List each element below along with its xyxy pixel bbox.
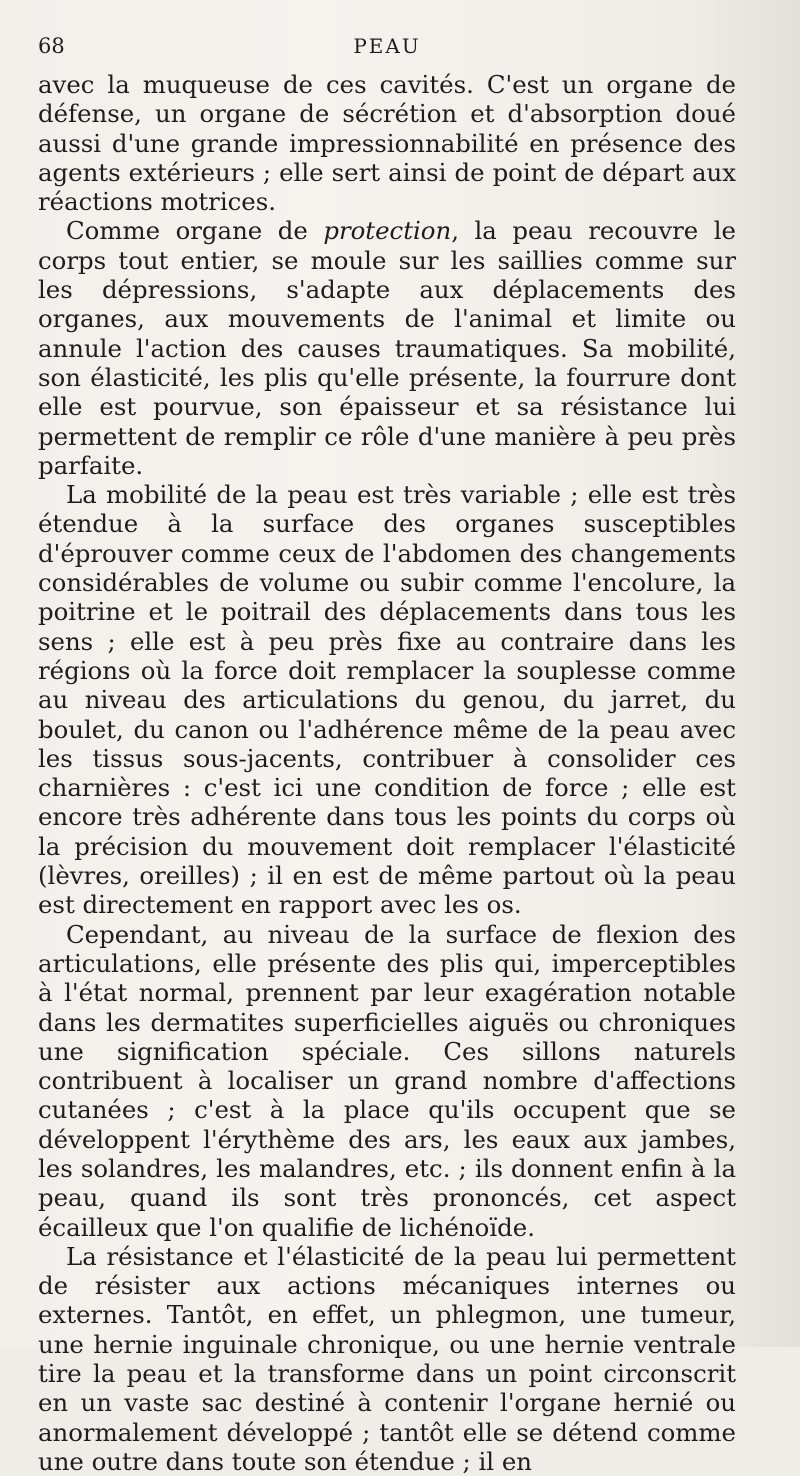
paragraph-folds: Cependant, au niveau de la surface de flexion des articulations, elle présente des plis qui, imperceptibles à l'état normal, prennent par leur exagération notable dans les dermatites superficielles aiguës ou chroniques une signification spéciale. Ces sillons naturels contribuent à localiser un grand nombre d'affections cutanées ; c'est à la place qu'ils occupent que se développent l'érythème des ars, les eaux aux jambes, les solandres, les malandres, etc. ; ils donnent enfin à la peau, quand ils sont très prononcés, cet aspect écailleux que l'on qualifie de lichénoïde.: [38, 919, 736, 1242]
page-number: 68: [38, 34, 65, 58]
body-text: [38, 70, 736, 1476]
paragraph-continuation: avec la muqueuse de ces cavités. C'est un organe de défense, un organe de sécrétion et d'absorption doué aussi d'une grande impressionnabilité en présence des agents extérieurs ; elle sert ainsi de point de départ aux réactions motrices.: [38, 70, 736, 217]
paragraph-resistance: La résistance et l'élasticité de la peau lui permettent de résister aux actions mécaniques internes ou externes. Tantôt, en effet, un phlegmon, une tumeur, une hernie inguinale chronique, ou une hernie ventrale tire la peau et la transforme dans un point circonscrit en un vaste sac destiné à contenir l'organe hernié ou anormalement développé ; tantôt elle se détend comme une outre dans toute son étendue ; il en: [38, 1241, 736, 1476]
emphasized-word: protection: [323, 216, 452, 246]
running-head: PEAU: [353, 34, 421, 58]
paragraph-mobility: La mobilité de la peau est très variable ; elle est très étendue à la surface des organes susceptibles d'éprouver comme ceux de l'abdomen des changements considérables de volume ou subir comme l'encolure, la poitrine et le poitrail des déplacements dans tous les sens ; elle est à peu près fixe au contraire dans les régions où la force doit remplacer la souplesse comme au niveau des articulations du genou, du jarret, du boulet, du canon ou l'adhérence même de la peau avec les tissus sous-jacents, contribuer à consolider ces charnières : c'est ici une condition de force ; elle est encore très adhérente dans tous les points du corps où la précision du mouvement doit remplacer l'élasticité (lèvres, oreilles) ; il en est de même partout où la peau est directement en rapport avec les os.: [38, 480, 736, 920]
page-header: [38, 30, 736, 70]
paragraph-protection: Comme organe de protection, la peau recouvre le corps tout entier, se moule sur les saillies comme sur les dépressions, s'adapte aux déplacements des organes, aux mouvements de l'animal et limite ou annule l'action des causes traumatiques. Sa mobilité, son élasticité, les plis qu'elle présente, la fourrure dont elle est pourvue, son épaisseur et sa résistance lui permettent de remplir ce rôle d'une manière à peu près parfaite.: [38, 216, 736, 480]
